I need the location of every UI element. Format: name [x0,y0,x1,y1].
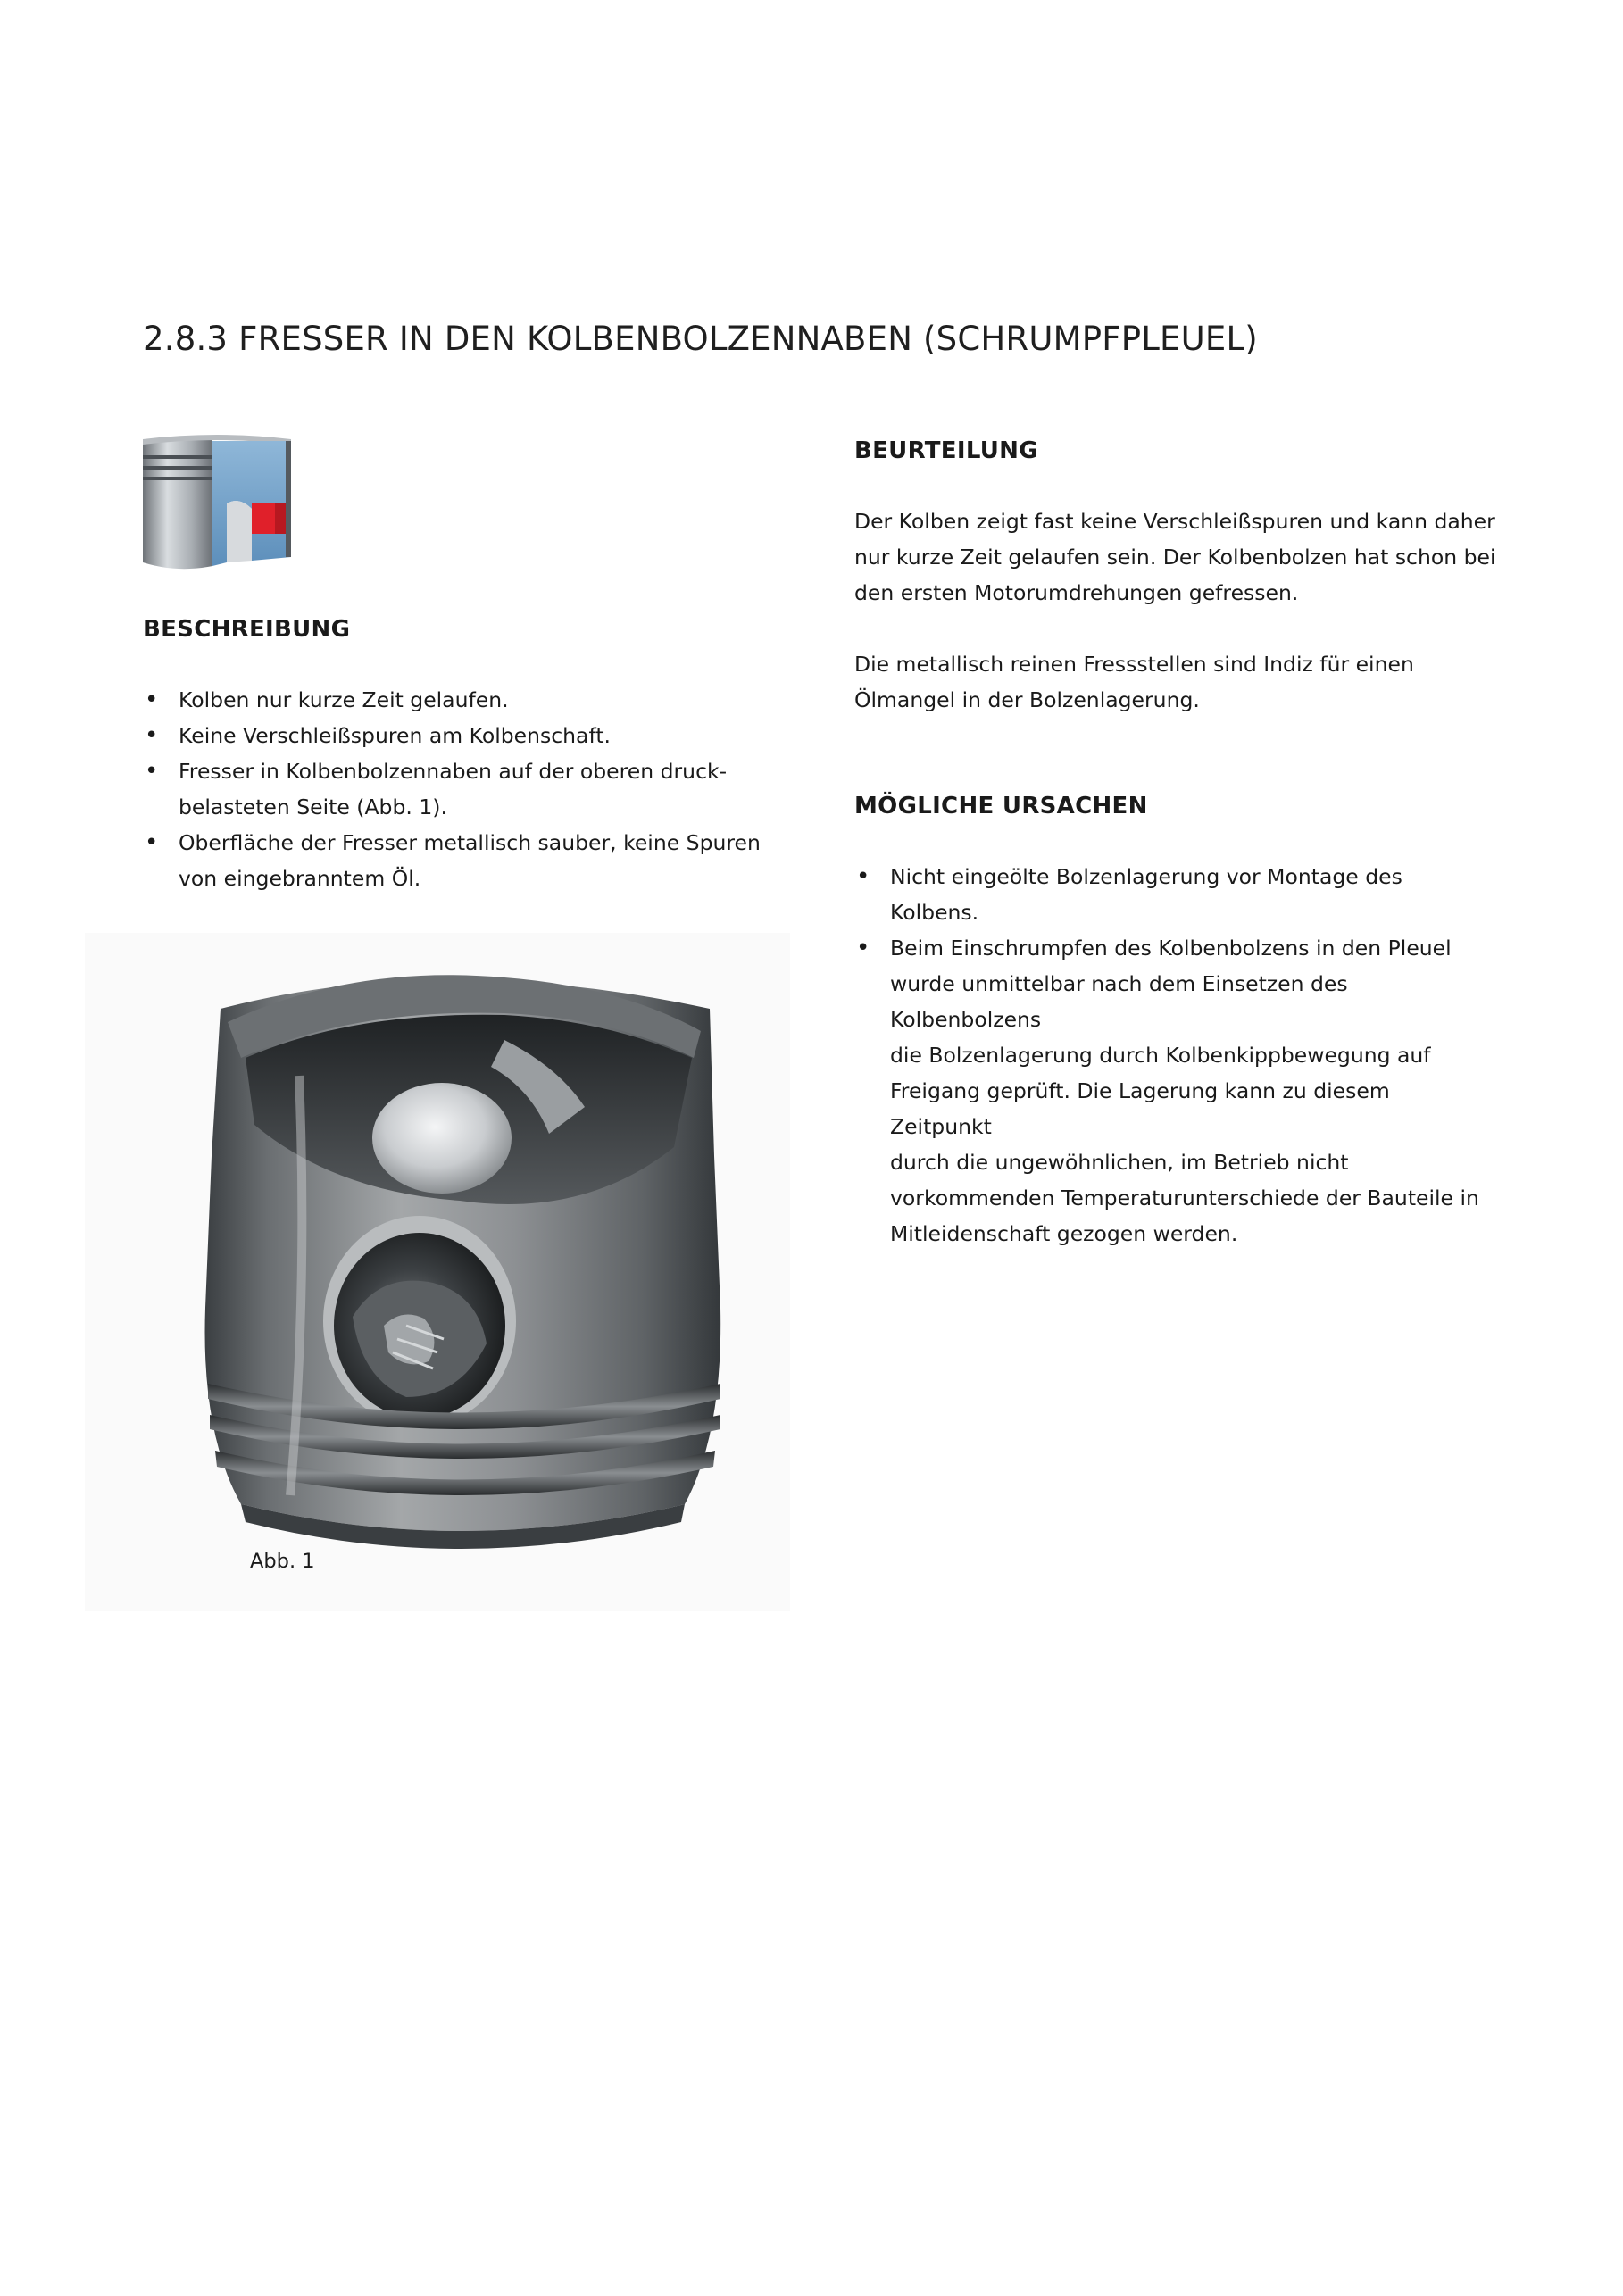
list-item: • Kolben nur kurze Zeit gelaufen. [145,686,509,713]
list-item: • Keine Verschleißspuren am Kolbenschaft. [145,722,611,749]
page-title: 2.8.3 FRESSER IN DEN KOLBENBOLZENNABEN (SCHRUMPFPLEUEL) [143,320,1258,358]
list-item: • Beim Einschrumpfen des Kolbenbolzens in den Pleuel wurde unmittelbar nach dem Einsetzen des Kolbenbolzens die Bolzenlagerung durch Kolbenkippbewegung auf Freigang geprüft. Die Lagerung kann zu diesem Zeitpunkt durch die ungewöhnlichen, im Betrieb nicht vorkommenden Temperaturunterschiede der Bauteile in Mitleidenschaft gezogen werden. [856,935,1479,1246]
beurteilung-paragraph: Die metallisch reinen Fressstellen sind Indiz für einen Ölmangel in der Bolzenlagerung. [854,652,1414,712]
list-item: • Fresser in Kolbenbolzennaben auf der oberen druck- belasteten Seite (Abb. 1). [145,758,728,819]
ursachen-heading: MÖGLICHE URSACHEN [854,793,1148,819]
beurteilung-heading: BEURTEILUNG [854,437,1038,464]
list-item: • Nicht eingeölte Bolzenlagerung vor Montage des Kolbens. [856,863,1402,925]
damaged-piston-photo [85,933,790,1611]
figure-caption: Abb. 1 [250,1550,315,1573]
list-item: • Oberfläche der Fresser metallisch sauber, keine Spuren von eingebranntem Öl. [145,829,761,891]
ursachen-list [854,859,1497,1252]
piston-cutaway-icon [141,432,293,575]
beschreibung-heading: BESCHREIBUNG [143,616,351,643]
beurteilung-paragraph: Der Kolben zeigt fast keine Verschleißspuren und kann daher nur kurze Zeit gelaufen sein. Der Kolbenbolzen hat schon bei den ersten Motorumdrehungen gefressen. [854,509,1496,605]
beschreibung-list [143,682,786,896]
